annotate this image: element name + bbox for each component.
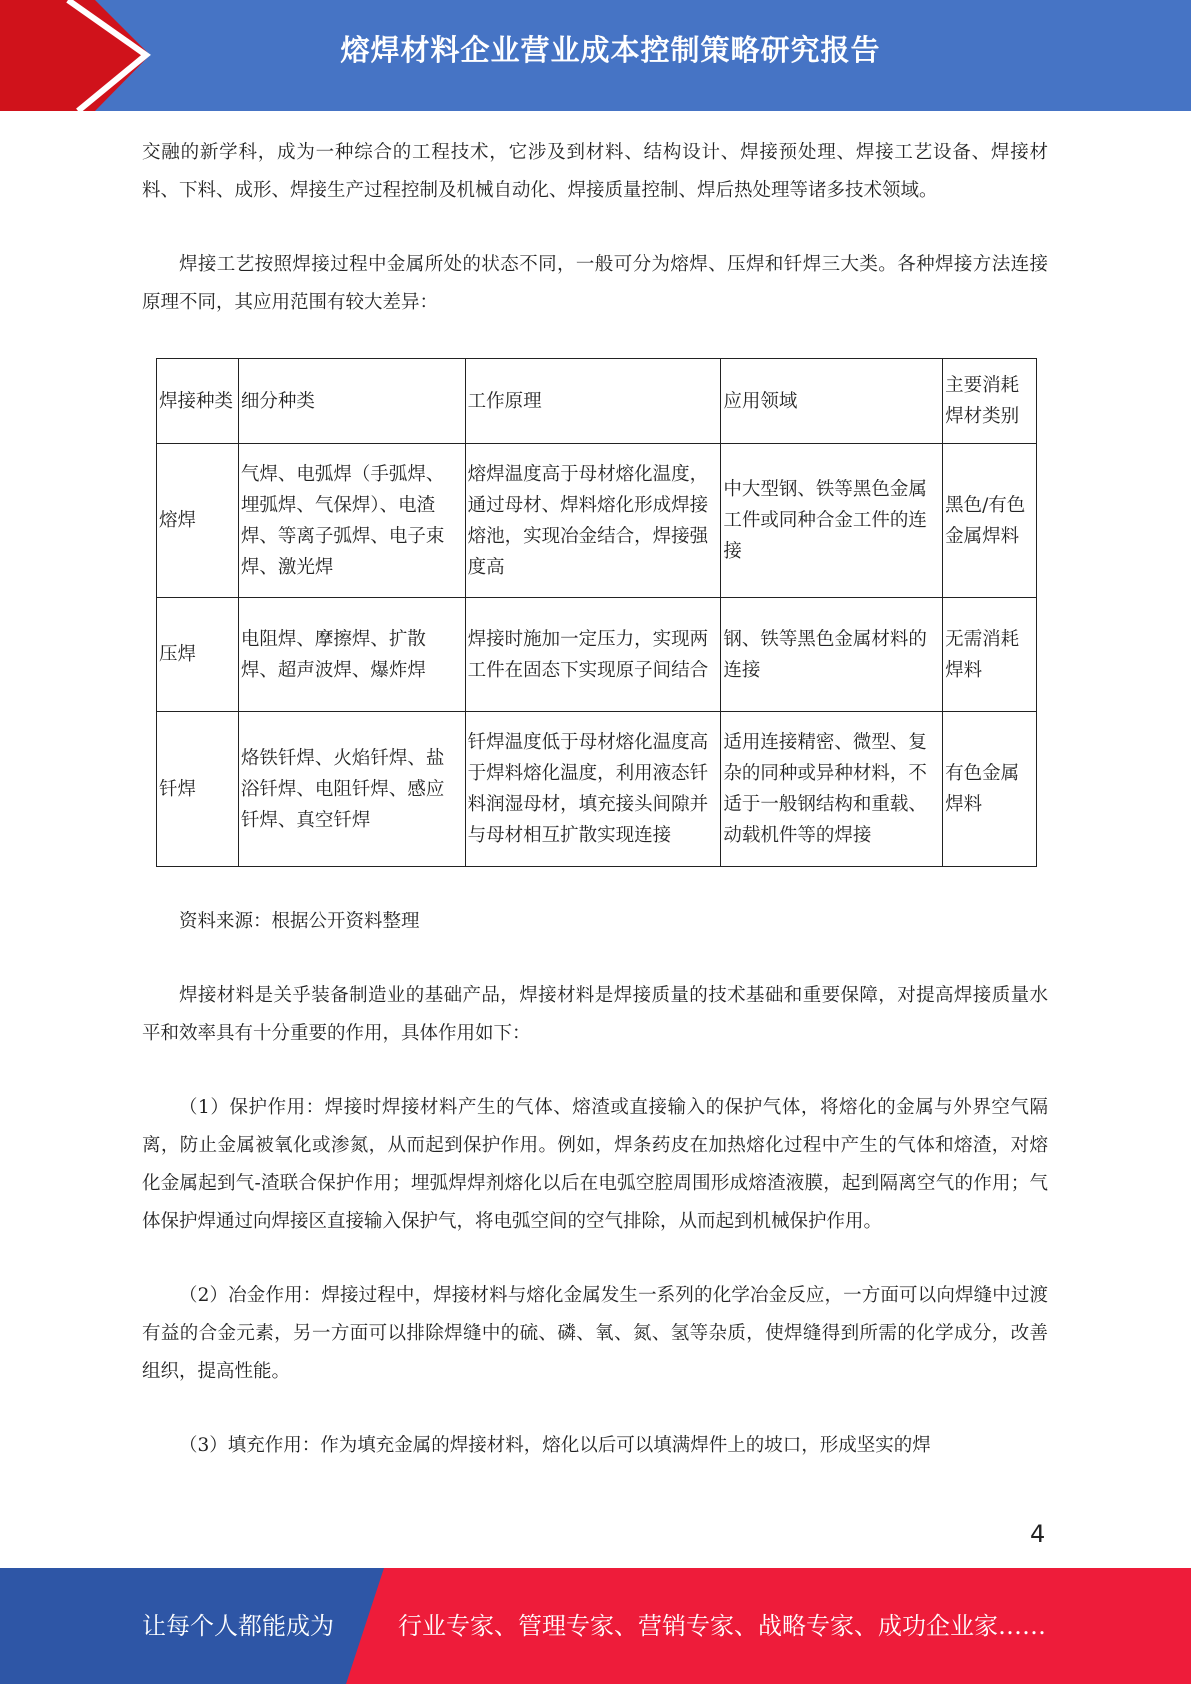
table-cell: 熔焊 xyxy=(157,444,239,598)
table-cell: 黑色/有色金属焊料 xyxy=(943,444,1037,598)
table-cell: 钎焊 xyxy=(157,712,239,867)
paragraph-metallurgy: （2）冶金作用：焊接过程中，焊接材料与熔化金属发生一系列的化学冶金反应，一方面可以向焊缝中过渡有益的合金元素，另一方面可以排除焊缝中的硫、磷、氧、氮、氢等杂质，使焊缝得到所需的化学成分，改善组织，提高性能。 xyxy=(142,1285,1048,1382)
table-cell: 熔焊温度高于母材熔化温度，通过母材、焊料熔化形成焊接熔池，实现冶金结合，焊接强度高 xyxy=(465,444,721,598)
table-cell: 电阻焊、摩擦焊、扩散焊、超声波焊、爆炸焊 xyxy=(238,598,465,712)
table-cell: 适用连接精密、微型、复杂的同种或异种材料，不适于一般钢结构和重载、动载机件等的焊接 xyxy=(721,712,943,867)
table-header-cell: 应用领域 xyxy=(721,359,943,444)
table-cell: 中大型钢、铁等黑色金属工件或同种合金工件的连接 xyxy=(721,444,943,598)
paragraph-welding-types: 焊接工艺按照焊接过程中金属所处的状态不同，一般可分为熔焊、压焊和钎焊三大类。各种焊接方法连接原理不同，其应用范围有较大差异： xyxy=(142,254,1048,313)
data-source: 资料来源：根据公开资料整理 xyxy=(179,911,420,932)
table-cell: 无需消耗焊料 xyxy=(943,598,1037,712)
paragraph-protection: （1）保护作用：焊接时焊接材料产生的气体、熔渣或直接输入的保护气体，将熔化的金属与外界空气隔离，防止金属被氧化或渗氮，从而起到保护作用。例如，焊条药皮在加热熔化过程中产生的气体和熔渣，对熔化金属起到气-渣联合保护作用；埋弧焊焊剂熔化以后在电弧空腔周围形成熔渣液膜，起到隔离空气的作用；气体保护焊通过向焊接区直接输入保护气，将电弧空间的空气排除，从而起到机械保护作用。 xyxy=(142,1097,1048,1232)
footer-slogan-right: 行业专家、管理专家、营销专家、战略专家、成功企业家…… xyxy=(398,1612,1046,1640)
table-cell: 钎焊温度低于母材熔化温度高于焊料熔化温度，利用液态钎料润湿母材，填充接头间隙并与母材相互扩散实现连接 xyxy=(465,712,721,867)
paragraph-intro: 交融的新学科，成为一种综合的工程技术，它涉及到材料、结构设计、焊接预处理、焊接工艺设备、焊接材料、下料、成形、焊接生产过程控制及机械自动化、焊接质量控制、焊后热处理等诸多技术领域。 xyxy=(142,142,1048,201)
table-header-row xyxy=(157,359,1037,444)
table-cell: 有色金属焊料 xyxy=(943,712,1037,867)
table-header-cell: 细分种类 xyxy=(238,359,465,444)
table-header-cell: 工作原理 xyxy=(465,359,721,444)
table-header-cell: 主要消耗焊材类别 xyxy=(943,359,1037,444)
page-footer xyxy=(0,1568,1191,1684)
table-cell: 压焊 xyxy=(157,598,239,712)
table-cell: 气焊、电弧焊（手弧焊、埋弧焊、气保焊）、电渣焊、等离子弧焊、电子束焊、激光焊 xyxy=(238,444,465,598)
table-row xyxy=(157,444,1037,598)
table-row xyxy=(157,712,1037,867)
report-title: 熔焊材料企业营业成本控制策略研究报告 xyxy=(340,33,881,67)
page-number: 4 xyxy=(1030,1520,1046,1548)
page-header xyxy=(0,0,1191,111)
table-row xyxy=(157,598,1037,712)
table-cell: 焊接时施加一定压力，实现两工件在固态下实现原子间结合 xyxy=(465,598,721,712)
paragraph-materials: 焊接材料是关乎装备制造业的基础产品，焊接材料是焊接质量的技术基础和重要保障，对提高焊接质量水平和效率具有十分重要的作用，具体作用如下： xyxy=(142,985,1048,1044)
footer-slogan-left: 让每个人都能成为 xyxy=(142,1612,334,1640)
table-cell: 烙铁钎焊、火焰钎焊、盐浴钎焊、电阻钎焊、感应钎焊、真空钎焊 xyxy=(238,712,465,867)
table-cell: 钢、铁等黑色金属材料的连接 xyxy=(721,598,943,712)
page-content xyxy=(142,134,1048,1465)
paragraph-filling: （3）填充作用：作为填充金属的焊接材料，熔化以后可以填满焊件上的坡口，形成坚实的焊 xyxy=(179,1435,931,1456)
welding-table xyxy=(156,358,1037,867)
table-header-cell: 焊接种类 xyxy=(157,359,239,444)
